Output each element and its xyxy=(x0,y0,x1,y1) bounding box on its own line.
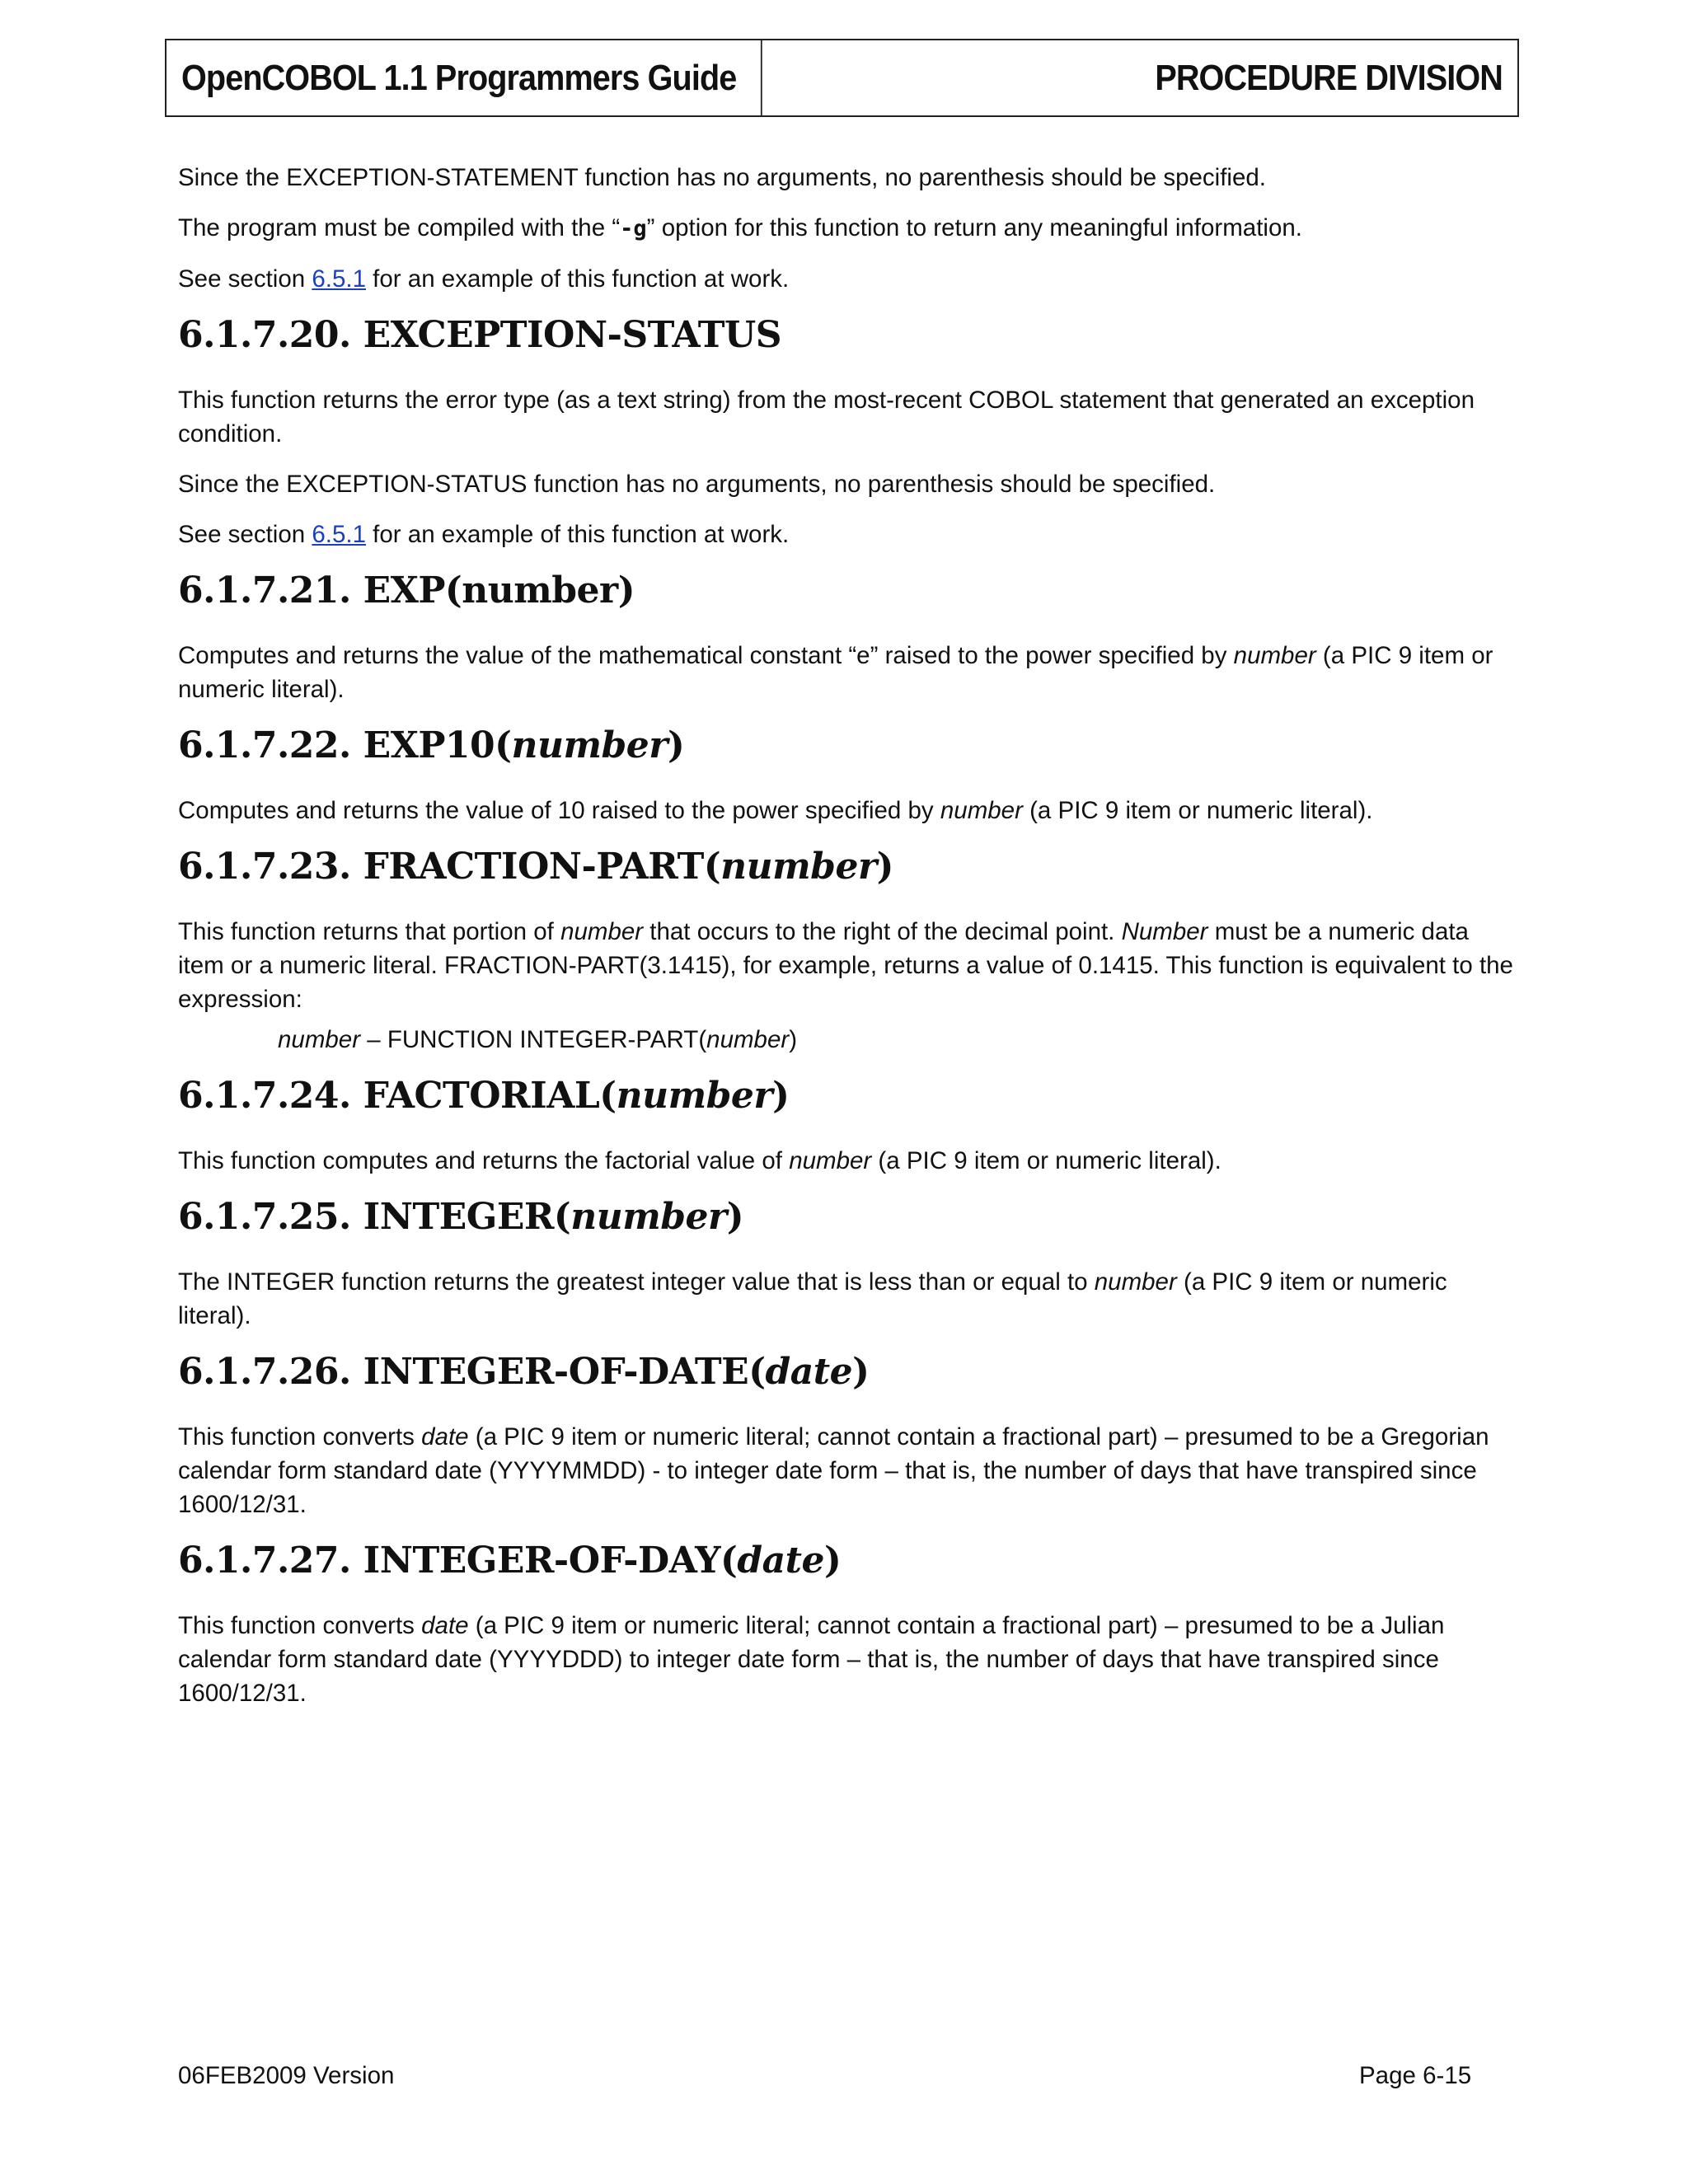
text-run: ” option for this function to return any meaningful information. xyxy=(646,214,1302,241)
page-header xyxy=(165,39,1519,117)
italic-term: number xyxy=(789,1147,872,1174)
heading-exception-status: 6.1.7.20. EXCEPTION-STATUS xyxy=(178,314,782,356)
heading-argument: number xyxy=(511,724,668,766)
heading-text: ) xyxy=(823,1540,842,1582)
text-run: for an example of this function at work. xyxy=(365,521,790,548)
fraction-part-paragraph xyxy=(178,915,1513,1016)
heading-text: 6.1.7.25. INTEGER( xyxy=(178,1196,571,1238)
text-run: (a PIC 9 item or numeric literal). xyxy=(1022,797,1373,824)
text-run: The INTEGER function returns the greatest integer value that is less than or equal to xyxy=(178,1268,1095,1296)
footer-page-number: Page 6-15 xyxy=(1359,2062,1472,2089)
text-run: for an example of this function at work. xyxy=(365,265,790,293)
text-run: that occurs to the right of the decimal point. xyxy=(643,918,1122,945)
italic-term: date xyxy=(421,1612,469,1639)
heading-text: ) xyxy=(876,846,893,888)
text-run: – FUNCTION INTEGER-PART( xyxy=(360,1026,707,1053)
italic-term: date xyxy=(421,1423,469,1451)
section-link-6-5-1[interactable]: 6.5.1 xyxy=(312,521,366,548)
text-run: must be a numeric data item or a numeric literal. FRACTION-PART(3.1415), for example, returns a value of 0.1415. This function is equivalent to the expression: xyxy=(178,918,1513,1013)
text-run: The program must be compiled with the “ xyxy=(178,214,621,241)
text-run: This function converts xyxy=(178,1612,422,1639)
heading-text: ) xyxy=(726,1196,744,1238)
text-run: (a PIC 9 item or numeric literal). xyxy=(871,1147,1221,1174)
heading-factorial xyxy=(178,1073,1513,1119)
text-run: See section xyxy=(178,265,312,293)
heading-text: 6.1.7.23. FRACTION-PART( xyxy=(178,846,721,888)
text-run: Computes and returns the value of 10 raised to the power specified by xyxy=(178,797,940,824)
text-run: (a PIC 9 item or numeric literal). xyxy=(178,1268,1447,1329)
header-section-title: PROCEDURE DIVISION xyxy=(1155,57,1503,98)
exp-paragraph xyxy=(178,639,1513,706)
exception-status-paragraph-3 xyxy=(178,518,1513,551)
text-run: This function returns that portion of xyxy=(178,918,561,945)
intro-paragraph-1: Since the EXCEPTION-STATEMENT function has no arguments, no parenthesis should be specified. xyxy=(178,164,1266,191)
heading-fraction-part xyxy=(178,844,1513,890)
italic-term: number xyxy=(1233,642,1316,669)
text-run: Computes and returns the value of the mathematical constant “e” raised to the power specified by xyxy=(178,642,1234,669)
heading-text: 6.1.7.24. FACTORIAL( xyxy=(178,1075,617,1117)
footer-version: 06FEB2009 Version xyxy=(178,2062,395,2089)
intro-paragraph-2 xyxy=(178,211,1513,246)
intro-paragraph-3 xyxy=(178,262,1513,296)
heading-text: 6.1.7.27. INTEGER-OF-DAY( xyxy=(178,1540,738,1582)
heading-exp: 6.1.7.21. EXP(number) xyxy=(178,569,635,612)
italic-term: Number xyxy=(1121,918,1208,945)
text-run: (a PIC 9 item or numeric literal; cannot contain a fractional part) – presumed to be a Julian calendar form standard date (YYYYDDD) to integer date form – that is, the number of days that have transpired since 1600/12/31. xyxy=(178,1612,1445,1707)
heading-text: 6.1.7.22. EXP10( xyxy=(178,724,512,766)
exception-status-paragraph-2: Since the EXCEPTION-STATUS function has no arguments, no parenthesis should be specified. xyxy=(178,471,1216,498)
heading-argument: number xyxy=(616,1075,773,1117)
exception-status-paragraph-1: This function returns the error type (as a text string) from the most-recent COBOL statement that generated an exception condition. xyxy=(178,387,1475,448)
text-run: This function computes and returns the factorial value of xyxy=(178,1147,790,1174)
heading-argument: number xyxy=(720,846,877,888)
text-run: (a PIC 9 item or numeric literal). xyxy=(178,642,1493,703)
heading-exp10 xyxy=(178,723,1513,769)
page-body xyxy=(178,161,1513,1727)
text-run: See section xyxy=(178,521,312,548)
heading-argument: date xyxy=(765,1351,853,1393)
heading-text: ) xyxy=(852,1351,870,1393)
fraction-part-expression xyxy=(178,1023,1513,1057)
italic-term: number xyxy=(1094,1268,1177,1296)
heading-text: ) xyxy=(667,724,685,766)
integer-paragraph xyxy=(178,1265,1513,1333)
heading-integer-of-day xyxy=(178,1538,1513,1584)
factorial-paragraph xyxy=(178,1144,1513,1178)
italic-term: number xyxy=(560,918,644,945)
italic-term: number xyxy=(940,797,1023,824)
text-run: (a PIC 9 item or numeric literal; cannot contain a fractional part) – presumed to be a Gregorian calendar form standard date (YYYYMMDD) - to integer date form – that is, the number of days that have transpired since 1600/12/31. xyxy=(178,1423,1489,1518)
heading-text: 6.1.7.26. INTEGER-OF-DATE( xyxy=(178,1351,766,1393)
italic-term: number xyxy=(706,1026,790,1053)
heading-text: ) xyxy=(772,1075,790,1117)
heading-integer xyxy=(178,1194,1513,1240)
compiler-option-code: -g xyxy=(620,216,647,241)
exp10-paragraph xyxy=(178,794,1513,827)
heading-argument: number xyxy=(570,1196,727,1238)
section-link-6-5-1[interactable]: 6.5.1 xyxy=(312,265,366,293)
integer-of-date-paragraph xyxy=(178,1420,1513,1521)
text-run: ) xyxy=(789,1026,798,1053)
heading-integer-of-date xyxy=(178,1349,1513,1395)
text-run: This function converts xyxy=(178,1423,422,1451)
integer-of-day-paragraph xyxy=(178,1609,1513,1710)
italic-term: number xyxy=(278,1026,361,1053)
heading-argument: date xyxy=(737,1540,824,1582)
header-guide-title: OpenCOBOL 1.1 Programmers Guide xyxy=(166,40,762,115)
